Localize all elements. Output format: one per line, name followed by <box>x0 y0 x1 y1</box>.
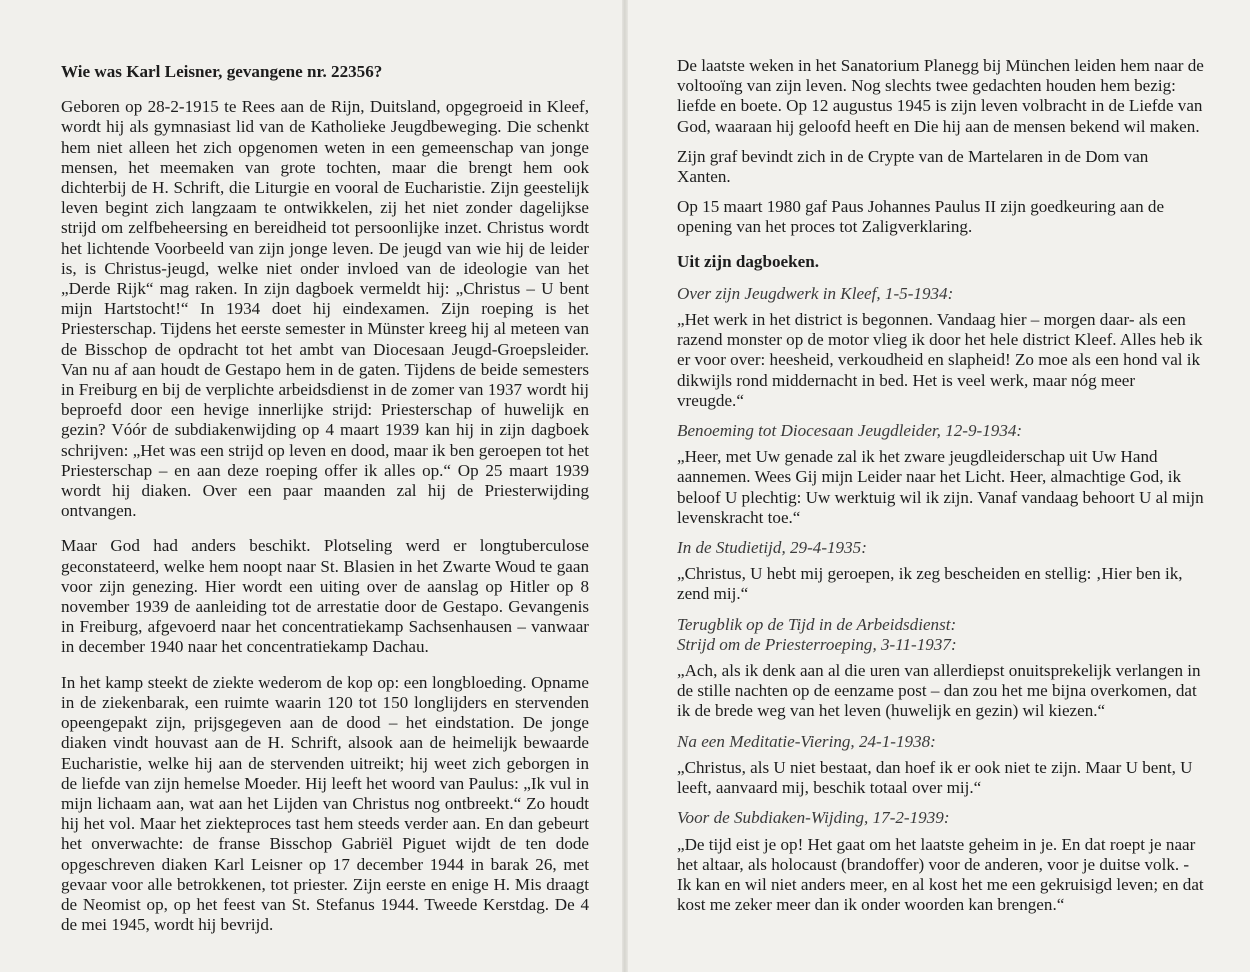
biography-paragraph-2: Maar God had anders beschikt. Plotseling werd er longtuberculose geconstateerd, welke hem noopt naar St. Blasien in het Zwarte Woud te gaan voor zijn genezing. Hier wordt een uiting over de aanslag op Hitler op 8 november 1939 de aanleiding tot de arrestatie door de Gestapo. Gevangenis in Freiburg, afgevoerd naar het concentratiekamp Sachsenhausen – vanwaar in december 1940 naar het concentratiekamp Dachau. <box>61 536 589 657</box>
page-fold <box>622 0 628 972</box>
diary-entry-text: „Het werk in het district is begonnen. Vandaag hier – morgen daar- als een razend monster op de motor vlieg ik door het hele district Kleef. Alles heb ik er voor over: heesheid, verkoudheid en slapheid! Zo moe als een hond val ik dikwijls rond middernacht in bed. Het is veel werk, maar nóg meer vreugde.“ <box>677 310 1203 410</box>
diary-section-title: Uit zijn dagboeken. <box>677 251 819 271</box>
diary-entry-heading: Voor de Subdiaken-Wijding, 17-2-1939: <box>677 808 950 828</box>
diary-entry-text: „De tijd eist je op! Het gaat om het laatste geheim in je. En dat roept je naar het altaar, als holocaust (brandoffer) voor de anderen, voor je duitse volk. - Ik kan en wil niet anders meer, en al kost het me een gekruisigd leven; en dat kost me zeker meer dan ik onder woorden kan brengen.“ <box>677 834 1204 915</box>
left-column <box>61 56 589 950</box>
diary-entry-heading: Benoeming tot Diocesaan Jeugdleider, 12-9-1934: <box>677 421 1023 441</box>
diary-entry-heading: In de Studietijd, 29-4-1935: <box>677 538 867 558</box>
biography-paragraph-6: Op 15 maart 1980 gaf Paus Johannes Paulus II zijn goedkeuring aan de opening van het proces tot Zaligverklaring. <box>677 197 1165 237</box>
biography-paragraph-4: De laatste weken in het Sanatorium Planegg bij München leiden hem naar de voltooïng van zijn leven. Nog slechts twee gedachten houden hem bezig: liefde en boete. Op 12 augustus 1945 is zijn leven volbracht in de Liefde van God, waaraan hij geloofd heeft en Die hij aan de mensen bekend wil maken. <box>677 56 1204 136</box>
biography-paragraph-3: In het kamp steekt de ziekte wederom de kop op: een longbloeding. Opname in de ziekenbarak, een ruimte waarin 120 tot 150 longlijders en stervenden opeengepakt zijn, prijsgegeven aan de dood – het eindstation. De jonge diaken vindt houvast aan de H. Schrift, alsook aan de heimelijk bewaarde Eucharistie, welke hij aan de stervenden uitreikt; hij weet zich geborgen in de liefde van zijn hemelse Moeder. Hij leeft het woord van Paulus: „Ik vul in mijn lichaam aan, wat aan het Lijden van Christus nog ontbreekt.“ Zo houdt hij het vol. Maar het ziekteproces tast hem steeds verder aan. En dan gebeurt het onverwachte: de franse Bisschop Gabriël Piguet wijdt de ten dode opgeschreven diaken Karl Leisner op 17 december 1944 in barak 26, met gevaar voor alle betrokkenen, tot priester. Zijn eerste en enige H. Mis draagt de Neomist op, op het feest van St. Stefanus 1944. Tweede Kerstdag. De 4 de mei 1945, wordt hij bevrijd. <box>61 672 589 935</box>
diary-entry-heading: Na een Meditatie-Viering, 24-1-1938: <box>677 731 936 751</box>
diary-entry-text: „Christus, U hebt mij geroepen, ik zeg bescheiden en stellig: ‚Hier ben ik, zend mij.“ <box>677 564 1183 604</box>
diary-entry-text: „Christus, als U niet bestaat, dan hoef ik er ook niet te zijn. Maar U bent, U leeft, aanvaard mij, beschik totaal over mij.“ <box>677 757 1193 798</box>
diary-entry-heading: Terugblik op de Tijd in de Arbeidsdienst: Strijd om de Priesterroeping, 3-11-1937: <box>677 614 957 654</box>
page-title: Wie was Karl Leisner, gevangene nr. 22356? <box>61 62 383 81</box>
diary-entry-heading: Over zijn Jeugdwerk in Kleef, 1-5-1934: <box>677 283 954 303</box>
biography-paragraph-1: Geboren op 28-2-1915 te Rees aan de Rijn, Duitsland, opgegroeid in Kleef, wordt hij als gymnasiast lid van de Katholieke Jeugdbeweging. Die schenkt hem niet alleen het zich opgenomen weten in een gemeenschap van jonge mensen, het meemaken van grote tochten, maar die brengt hem ook dichterbij de H. Schrift, die Liturgie en vooral de Eucharistie. Zijn geestelijk leven begint zich langzaam te ontwikkelen, zij het niet zonder dagelijkse strijd om zelfbeheersing en bereidheid tot persoonlijke inzet. Christus wordt het lichtende Voorbeeld van zijn jonge leven. De jeugd van wie hij de leider is, is Christus-jeugd, welke niet onder invloed van de ideologie van het „Derde Rijk“ mag raken. In zijn dagboek vermeldt hij: „Christus – U bent mijn Hartstocht!“ In 1934 doet hij eindexamen. Zijn roeping is het Priesterschap. Tijdens het eerste semester in Münster kreeg hij al meteen van de Bisschop de opdracht tot het ambt van Diocesaan Jeugd-Groepsleider. Van nu af aan houdt de Gestapo hem in de gaten. Tijdens de beide semesters in Freiburg en bij de verplichte arbeidsdienst in de zomer van 1937 wordt hij beproefd door een hevige innerlijke strijd: Priesterschap of huwelijk en gezin? Vóór de subdiakenwijding op 4 maart 1939 kan hij in zijn dagboek schrijven: „Het was een strijd op leven en dood, maar ik ben geroepen tot het Priesterschap – en aan deze roeping offer ik alles op.“ Op 25 maart 1939 wordt hij diaken. Over een paar maanden zal hij de Priesterwijding ontvangen. <box>61 97 589 521</box>
diary-entry-text: „Ach, als ik denk aan al die uren van allerdiepst onuitsprekelijk verlangen in de stille nachten op de eenzame post – dan zou het me bijna overkomen, dat ik de brede weg van het leven (huwelijk en gezin) wil kiezen.“ <box>677 661 1201 721</box>
diary-entry-text: „Heer, met Uw genade zal ik het zware jeugdleiderschap uit Uw Hand aannemen. Wees Gij mijn Leider naar het Licht. Heer, almachtige God, ik beloof U plechtig: Uw werktuig wil ik zijn. Vanaf vandaag behoort U al mijn levenskracht toe.“ <box>677 447 1204 527</box>
right-column <box>677 56 1205 925</box>
biography-paragraph-5: Zijn graf bevindt zich in de Crypte van de Martelaren in de Dom van Xanten. <box>677 146 1149 187</box>
